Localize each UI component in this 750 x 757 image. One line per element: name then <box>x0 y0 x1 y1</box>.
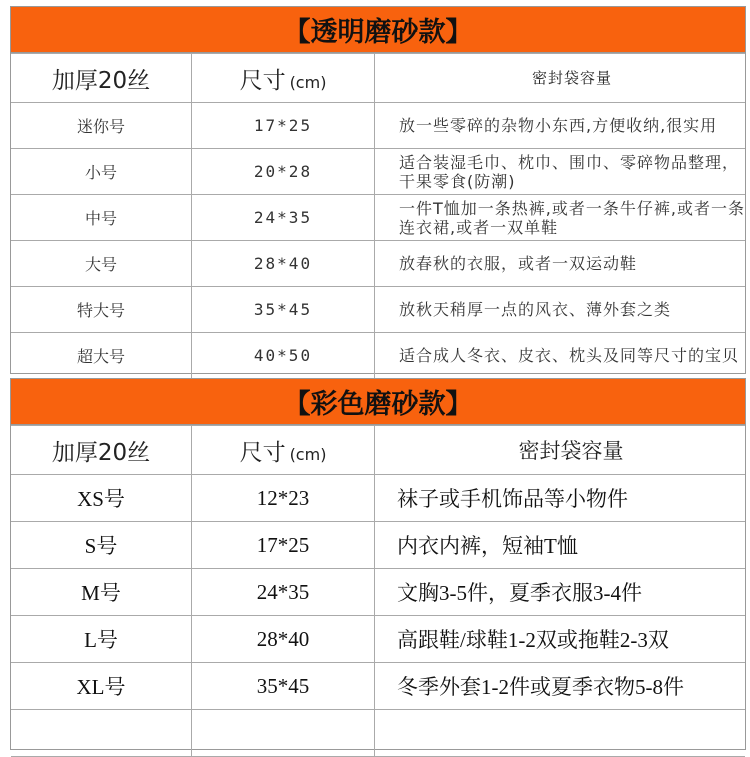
row-capacity: 冬季外套1-2件或夏季衣物5-8件 <box>375 663 746 710</box>
table-row <box>11 475 745 522</box>
header-thickness: 加厚20丝 <box>11 54 192 103</box>
row-capacity: 放春秋的衣服，或者一双运动鞋 <box>375 241 746 287</box>
table-row <box>11 103 745 149</box>
row-name: 超大号 <box>11 333 192 379</box>
row-capacity: 袜子或手机饰品等小物件 <box>375 475 746 522</box>
header-size <box>192 426 375 475</box>
row-name: 特大号 <box>11 287 192 333</box>
section-banner: 【透明磨砂款】 <box>11 7 745 53</box>
row-size: 12*23 <box>192 475 375 522</box>
header-size-label: 尺寸 <box>239 439 286 466</box>
row-capacity: 一件T恤加一条热裤,或者一条牛仔裤,或者一条连衣裙,或者一双单鞋 <box>375 195 746 241</box>
header-capacity: 密封袋容量 <box>375 426 746 475</box>
header-size-unit: (cm) <box>289 444 327 464</box>
table-row <box>11 522 745 569</box>
row-name: 中号 <box>11 195 192 241</box>
empty-cell <box>375 710 746 757</box>
row-capacity: 适合成人冬衣、皮衣、枕头及同等尺寸的宝贝 <box>375 333 746 379</box>
row-capacity: 内衣内裤，短袖T恤 <box>375 522 746 569</box>
empty-cell <box>11 710 192 757</box>
row-name: XL号 <box>11 663 192 710</box>
table-row <box>11 149 745 195</box>
table-row-empty <box>11 710 745 757</box>
row-size: 20*28 <box>192 149 375 195</box>
header-capacity: 密封袋容量 <box>375 54 746 103</box>
table-row <box>11 663 745 710</box>
size-table <box>11 425 745 757</box>
row-size: 40*50 <box>192 333 375 379</box>
row-capacity: 适合装湿毛巾、枕巾、围巾、零碎物品整理，干果零食(防潮) <box>375 149 746 195</box>
row-size: 28*40 <box>192 241 375 287</box>
header-thickness: 加厚20丝 <box>11 426 192 475</box>
table-row <box>11 241 745 287</box>
row-name: S号 <box>11 522 192 569</box>
row-size: 24*35 <box>192 195 375 241</box>
row-name: L号 <box>11 616 192 663</box>
row-name: 小号 <box>11 149 192 195</box>
row-name: 迷你号 <box>11 103 192 149</box>
row-name: 大号 <box>11 241 192 287</box>
transparent-frosted-table <box>10 6 746 374</box>
table-header-row <box>11 426 745 475</box>
row-capacity: 高跟鞋/球鞋1-2双或拖鞋2-3双 <box>375 616 746 663</box>
row-size: 24*35 <box>192 569 375 616</box>
table-row <box>11 616 745 663</box>
header-size-unit: (cm) <box>289 72 327 92</box>
empty-cell <box>192 710 375 757</box>
table-row <box>11 333 745 379</box>
row-size: 35*45 <box>192 287 375 333</box>
row-name: M号 <box>11 569 192 616</box>
row-capacity: 文胸3-5件，夏季衣服3-4件 <box>375 569 746 616</box>
row-size: 35*45 <box>192 663 375 710</box>
section-banner: 【彩色磨砂款】 <box>11 379 745 425</box>
table-row <box>11 569 745 616</box>
header-size-label: 尺寸 <box>239 67 286 94</box>
row-capacity: 放一些零碎的杂物小东西,方便收纳,很实用 <box>375 103 746 149</box>
row-size: 17*25 <box>192 103 375 149</box>
table-header-row <box>11 54 745 103</box>
row-capacity: 放秋天稍厚一点的风衣、薄外套之类 <box>375 287 746 333</box>
header-size <box>192 54 375 103</box>
size-table <box>11 53 745 379</box>
table-row <box>11 195 745 241</box>
row-size: 28*40 <box>192 616 375 663</box>
colored-frosted-table <box>10 378 746 750</box>
row-name: XS号 <box>11 475 192 522</box>
row-size: 17*25 <box>192 522 375 569</box>
table-row <box>11 287 745 333</box>
